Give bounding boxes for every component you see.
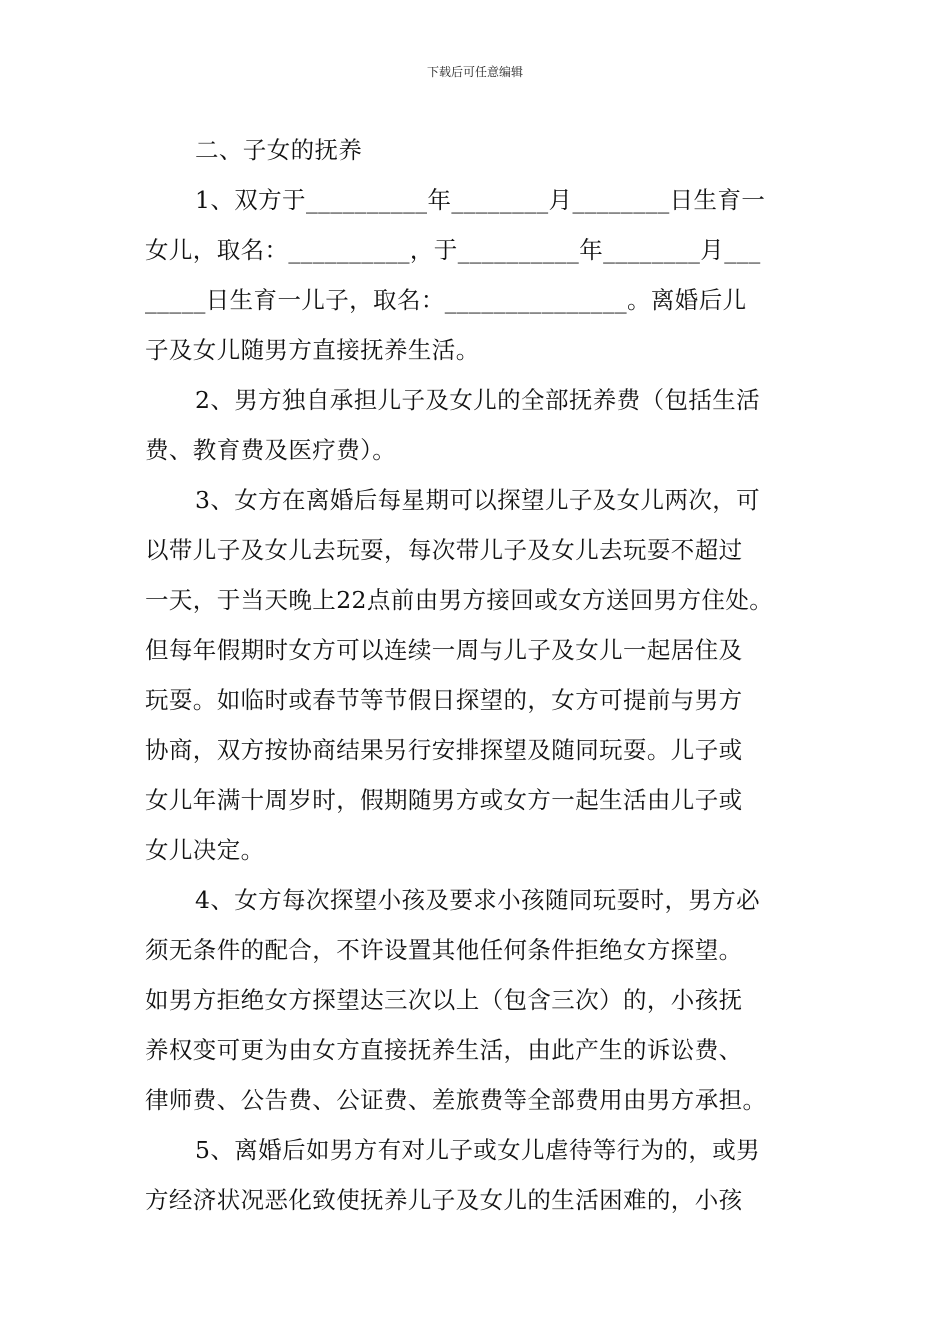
- document-body: [145, 125, 817, 1225]
- paragraph-3-line: 协商，双方按协商结果另行安排探望及随同玩耍。儿子或: [145, 736, 743, 764]
- paragraph-1-line: 1、双方于__________年________月________日生育一: [195, 186, 766, 214]
- paragraph-1-line: 女儿，取名：__________，于__________年________月___: [145, 236, 761, 264]
- section-heading: 二、子女的抚养: [195, 136, 363, 164]
- paragraph-4-line: 律师费、公告费、公证费、差旅费等全部费用由男方承担。: [145, 1086, 767, 1114]
- paragraph-3-line: 女儿决定。: [145, 836, 265, 864]
- paragraph-4-line: 须无条件的配合，不许设置其他任何条件拒绝女方探望。: [145, 936, 743, 964]
- paragraph-4-line: 养权变可更为由女方直接抚养生活，由此产生的诉讼费、: [145, 1036, 743, 1064]
- paragraph-3-line: 女儿年满十周岁时，假期随男方或女方一起生活由儿子或: [145, 786, 743, 814]
- page-header-note: 下载后可任意编辑: [426, 65, 523, 79]
- paragraph-4-line: 4、女方每次探望小孩及要求小孩随同玩耍时，男方必: [195, 886, 761, 914]
- paragraph-1-line: 子及女儿随男方直接抚养生活。: [145, 336, 480, 364]
- paragraph-3-line: 以带儿子及女儿去玩耍，每次带儿子及女儿去玩耍不超过: [145, 536, 743, 564]
- paragraph-3-line: 一天，于当天晚上22点前由男方接回或女方送回男方住处。: [145, 586, 774, 614]
- paragraph-1-line: _____日生育一儿子，取名：_______________。离婚后儿: [145, 286, 747, 314]
- paragraph-2-line: 费、教育费及医疗费）。: [145, 436, 397, 464]
- paragraph-3-line: 玩耍。如临时或春节等节假日探望的，女方可提前与男方: [145, 686, 743, 714]
- paragraph-5-line: 5、离婚后如男方有对儿子或女儿虐待等行为的，或男: [195, 1136, 761, 1164]
- paragraph-4-line: 如男方拒绝女方探望达三次以上（包含三次）的，小孩抚: [145, 986, 743, 1014]
- paragraph-5-line: 方经济状况恶化致使抚养儿子及女儿的生活困难的，小孩: [145, 1186, 743, 1214]
- paragraph-3-line: 3、女方在离婚后每星期可以探望儿子及女儿两次，可: [195, 486, 761, 514]
- paragraph-3-line: 但每年假期时女方可以连续一周与儿子及女儿一起居住及: [145, 636, 743, 664]
- paragraph-2-line: 2、男方独自承担儿子及女儿的全部抚养费（包括生活: [195, 386, 761, 414]
